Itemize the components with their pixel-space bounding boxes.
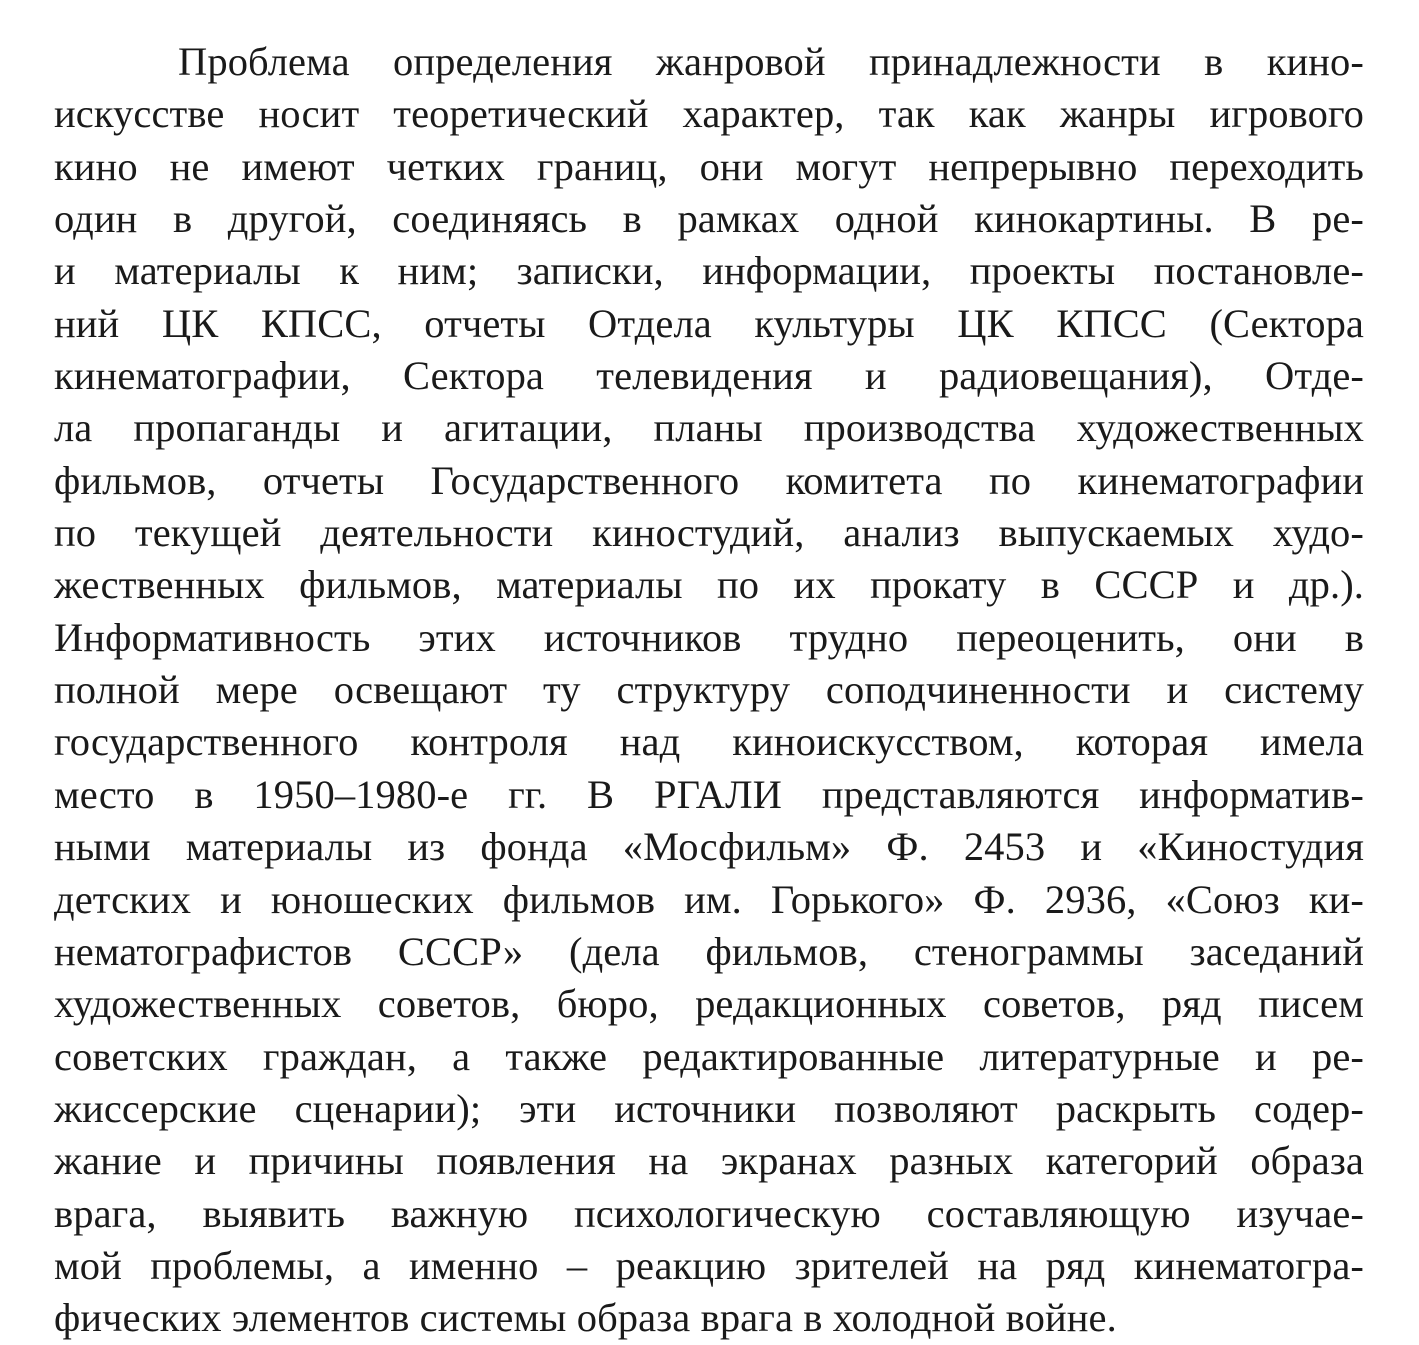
text-line: детских и юношеских фильмов им. Горького» Ф. 2936, «Союз ки- (54, 876, 1364, 922)
text-line: кинематографии, Сектора телевидения и радиовещания), Отде- (54, 353, 1364, 399)
text-line: фильмов, отчеты Государственного комитета по кинематографии (54, 457, 1364, 503)
text-line: Проблема определения жанровой принадлежности в кино- (178, 39, 1364, 84)
document-page (54, 36, 1364, 1341)
text-line: и материалы к ним; записки, информации, проекты постановле- (54, 248, 1364, 294)
text-line: ний ЦК КПСС, отчеты Отдела культуры ЦК КПСС (Сектора (54, 300, 1364, 346)
text-line: жественных фильмов, материалы по их прокату в СССР и др.). (54, 562, 1364, 608)
text-line: жиссерские сценарии); эти источники позволяют раскрыть содер- (54, 1085, 1364, 1131)
text-line: полной мере освещают ту структуру соподчиненности и систему (54, 667, 1364, 713)
text-line: искусстве носит теоретический характер, так как жанры игрового (54, 91, 1364, 137)
text-line: жание и причины появления на экранах разных категорий образа (54, 1138, 1364, 1184)
text-line: один в другой, соединяясь в рамках одной кинокартины. В ре- (54, 196, 1364, 242)
text-line: Информативность этих источников трудно переоценить, они в (54, 614, 1364, 660)
text-line: нематографистов СССР» (дела фильмов, стенограммы заседаний (54, 928, 1364, 974)
text-line: советских граждан, а также редактированные литературные и ре- (54, 1033, 1364, 1079)
text-line: художественных советов, бюро, редакционных советов, ряд писем (54, 981, 1364, 1027)
text-line: кино не имеют четких границ, они могут непрерывно переходить (54, 143, 1364, 189)
text-line: ными материалы из фонда «Мосфильм» Ф. 2453 и «Киностудия (54, 824, 1364, 870)
text-line: по текущей деятельности киностудий, анализ выпускаемых худо- (54, 510, 1364, 556)
text-line: место в 1950–1980-е гг. В РГАЛИ представляются информатив- (54, 771, 1364, 817)
text-line: ла пропаганды и агитации, планы производства художественных (54, 405, 1364, 451)
text-line: мой проблемы, а именно – реакцию зрителей на ряд кинематогра- (54, 1242, 1364, 1288)
text-line: фических элементов системы образа врага в холодной войне. (54, 1295, 1117, 1341)
text-line: врага, выявить важную психологическую составляющую изучае- (54, 1190, 1364, 1236)
text-line: государственного контроля над киноискусством, которая имела (54, 719, 1364, 765)
